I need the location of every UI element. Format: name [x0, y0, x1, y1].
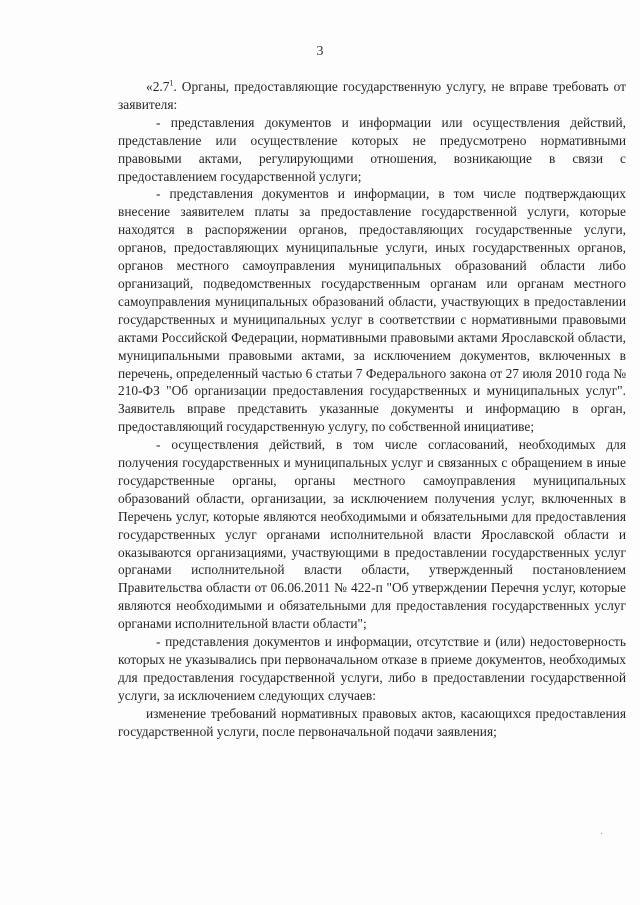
page-number: 3 — [316, 44, 324, 59]
paragraph-intro-end: . Органы, предоставляющие государственную услугу, не вправе требовать от заявителя: — [118, 79, 626, 112]
paragraph-item-1: - представления документов и информации или осуществления действий, представление или осуществление которых не предусмотрено нормативными правовыми актами, регулирующими отношения, возникающие в связи с предоставлением государственной услуги; — [118, 114, 626, 184]
paragraph-intro-start: «2.7 — [146, 79, 170, 94]
paragraph-item-4: - представления документов и информации, отсутствие и (или) недостоверность которых не указывались при первоначальном отказе в приеме документов, необходимых для предоставления государственной услуги, либо в предоставлении государственной услуги, за исключением следующих случаев: — [118, 634, 626, 703]
document-body — [118, 78, 626, 741]
paragraph-intro — [118, 78, 626, 114]
paragraph-item-2: - представления документов и информации, в том числе подтверждающих внесение заявителем платы за предоставление государственной услуги, которые находятся в распоряжении органов, предоставляющих государственные услуги, органов, предоставляющих муниципальные услуги, иных государственных органов, органов местного самоуправления муниципальных образований области либо организаций, подведомственных государственным органам или органам местного самоуправления муниципальных образований области, участвующих в предоставлении государственных и муниципальных услуг в соответствии с нормативными правовыми актами Российской Федерации, нормативными правовыми актами Ярославской области, муниципальными правовыми актами, за исключением документов, включенных в перечень, определенный частью 6 статьи 7 Федерального закона от 27 июля 2010 года № 210-ФЗ "Об организации предоставления государственных и муниципальных услуг". Заявитель вправе представить указанные документы и информацию в орган, предоставляющий государственную услугу, по собственной инициативе; — [118, 186, 626, 435]
paragraph-intro-superscript: 1 — [169, 78, 174, 88]
paragraph-exception-1: изменение требований нормативных правовых актов, касающихся предоставления государственной услуги, после первоначальной подачи заявления; — [118, 705, 626, 739]
margin-mark: · — [600, 829, 604, 840]
paragraph-item-3: - осуществления действий, в том числе согласований, необходимых для получения государственных и муниципальных услуг и связанных с обращением в иные государственные органы, органы местного самоуправления муниципальных образований области, организации, за исключением получения услуг, включенных в Перечень услуг, которые являются необходимыми и обязательными для предоставления государственных услуг органами исполнительной власти Ярославской области и оказываются организациями, участвующими в предоставлении государственных услуг органами исполнительной власти области, утвержденный постановлением Правительства области от 06.06.2011 № 422-п "Об утверждении Перечня услуг, которые являются необходимыми и обязательными для предоставления государственных услуг органами исполнительной власти области"; — [118, 437, 626, 632]
